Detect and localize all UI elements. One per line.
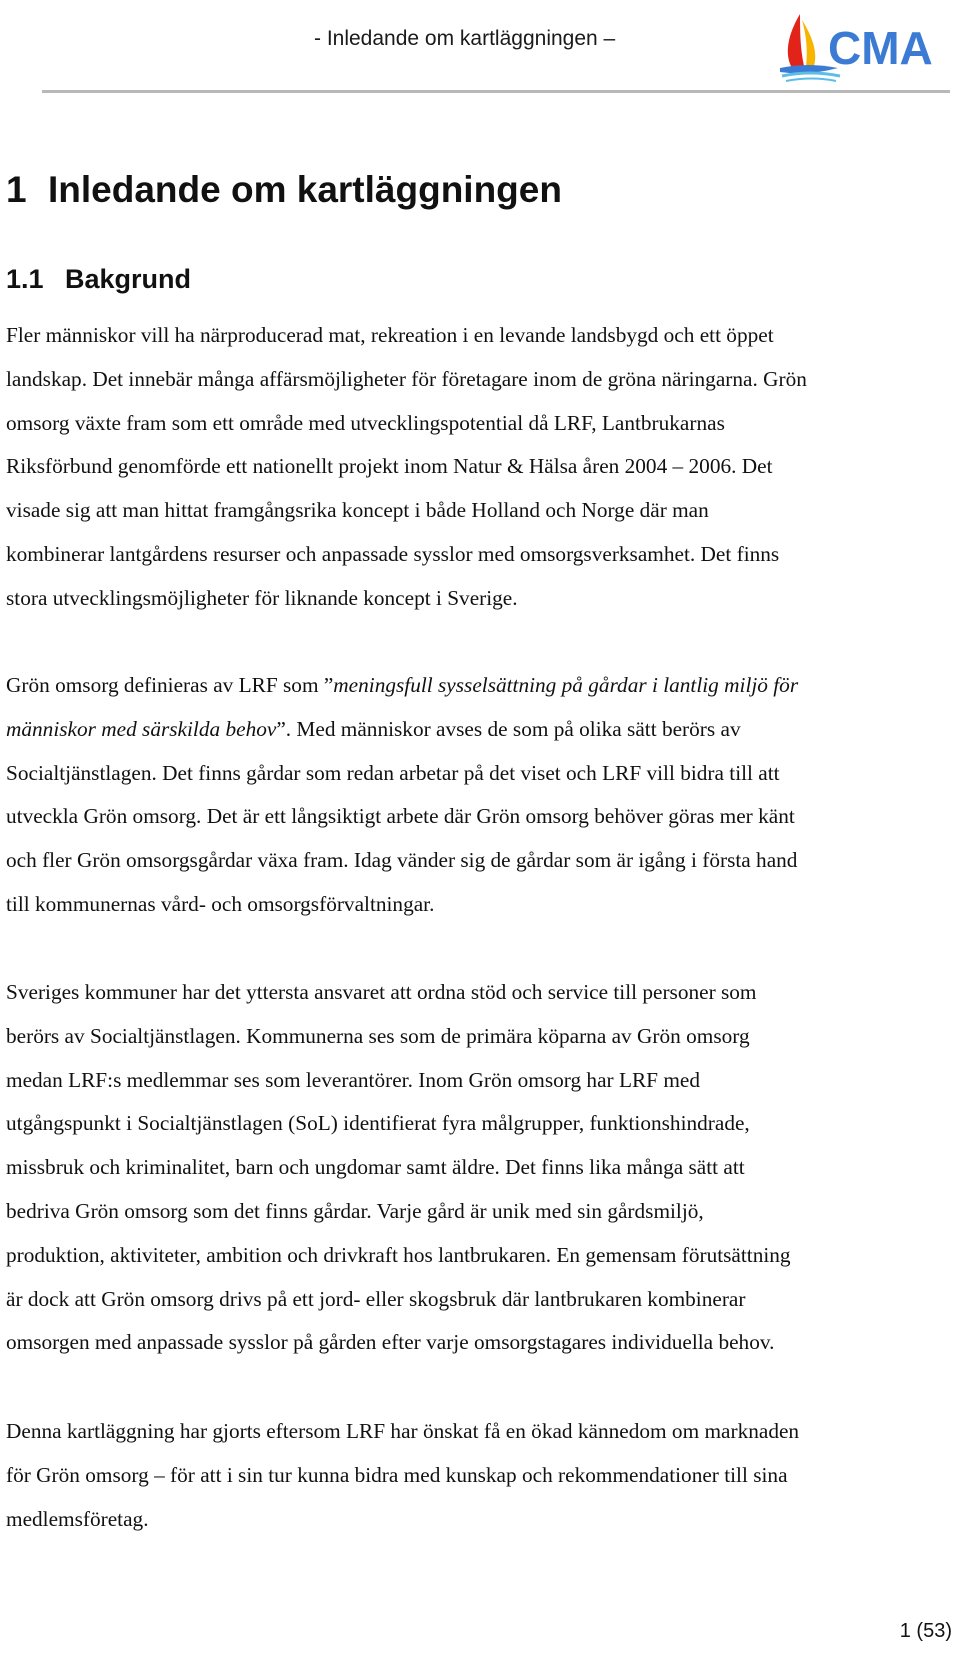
paragraph-line: Sveriges kommuner har det yttersta ansvaret att ordna stöd och service till personer som [6, 980, 757, 1004]
definition-intro: Grön omsorg definieras av LRF som ” [6, 673, 334, 697]
chapter-heading [6, 168, 562, 212]
chapter-title: Inledande om kartläggningen [48, 169, 562, 210]
paragraph-line: omsorgen med anpassade sysslor på gården efter varje omsorgstagares individuella behov. [6, 1330, 775, 1355]
paragraph-line: Denna kartläggning har gjorts eftersom LRF har önskat få en ökad kännedom om marknaden [6, 1419, 800, 1443]
paragraph-line: Riksförbund genomförde ett nationellt projekt inom Natur & Hälsa åren 2004 – 2006. Det [6, 454, 773, 479]
definition-quote: meningsfull sysselsättning på gårdar i lantlig miljö för [333, 673, 799, 697]
section-heading [6, 262, 191, 296]
cma-logo [778, 6, 950, 84]
sailboat-logo-icon [778, 6, 950, 84]
paragraph-3 [6, 971, 950, 1365]
paragraph-line [6, 708, 950, 752]
paragraph-line: Fler människor vill ha närproducerad mat, rekreation i en levande landsbygd och ett öppet [6, 323, 774, 347]
paragraph-line: medlemsföretag. [6, 1506, 149, 1531]
paragraph-line: utveckla Grön omsorg. Det är ett långsiktigt arbete där Grön omsorg behöver göras mer känt [6, 804, 795, 829]
page-number: 1 (53) [899, 1620, 952, 1642]
paragraph-line: berörs av Socialtjänstlagen. Kommunerna ses som de primära köparna av Grön omsorg [6, 1023, 750, 1048]
paragraph-line [6, 664, 950, 708]
paragraph-line: för Grön omsorg – för att i sin tur kunna bidra med kunskap och rekommendationer till sina [6, 1462, 788, 1487]
paragraph-line: medan LRF:s medlemmar ses som leverantörer. Inom Grön omsorg har LRF med [6, 1067, 700, 1092]
logo-text: CMA [828, 22, 933, 74]
chapter-number: 1 [6, 169, 27, 210]
paragraph-line: till kommunernas vård- och omsorgsförvaltningar. [6, 891, 435, 916]
section-number: 1.1 [6, 264, 44, 294]
paragraph-1 [6, 314, 950, 621]
paragraph-line: stora utvecklingsmöjligheter för liknande koncept i Sverige. [6, 585, 518, 610]
definition-followup: ”. Med människor avses de som på olika sätt berörs av [276, 716, 741, 741]
paragraph-line: och fler Grön omsorgsgårdar växa fram. Idag vänder sig de gårdar som är igång i första hand [6, 848, 798, 873]
paragraph-4 [6, 1410, 950, 1541]
paragraph-line: utgångspunkt i Socialtjänstlagen (SoL) identifierat fyra målgrupper, funktionshindrade, [6, 1111, 750, 1136]
paragraph-line: visade sig att man hittat framgångsrika koncept i både Holland och Norge där man [6, 498, 709, 523]
definition-quote-end: människor med särskilda behov [6, 716, 277, 741]
running-header-title: - Inledande om kartläggningen – [314, 27, 616, 50]
header-divider [42, 90, 950, 93]
paragraph-line: landskap. Det innebär många affärsmöjligheter för företagare inom de gröna näringarna. Grön [6, 366, 807, 391]
section-title: Bakgrund [65, 264, 192, 294]
paragraph-line: bedriva Grön omsorg som det finns gårdar. Varje gård är unik med sin gårdsmiljö, [6, 1198, 704, 1223]
paragraph-line: Socialtjänstlagen. Det finns gårdar som redan arbetar på det viset och LRF vill bidra till att [6, 760, 780, 785]
paragraph-line: omsorg växte fram som ett område med utvecklingspotential då LRF, Lantbrukarnas [6, 410, 725, 435]
paragraph-line: missbruk och kriminalitet, barn och ungdomar samt äldre. Det finns lika många sätt att [6, 1155, 745, 1180]
paragraph-line: är dock att Grön omsorg drivs på ett jord- eller skogsbruk där lantbrukaren kombinerar [6, 1286, 746, 1311]
paragraph-line: produktion, aktiviteter, ambition och drivkraft hos lantbrukaren. En gemensam förutsättning [6, 1242, 791, 1267]
paragraph-line: kombinerar lantgårdens resurser och anpassade sysslor med omsorgsverksamhet. Det finns [6, 541, 780, 566]
paragraph-2 [6, 664, 950, 927]
